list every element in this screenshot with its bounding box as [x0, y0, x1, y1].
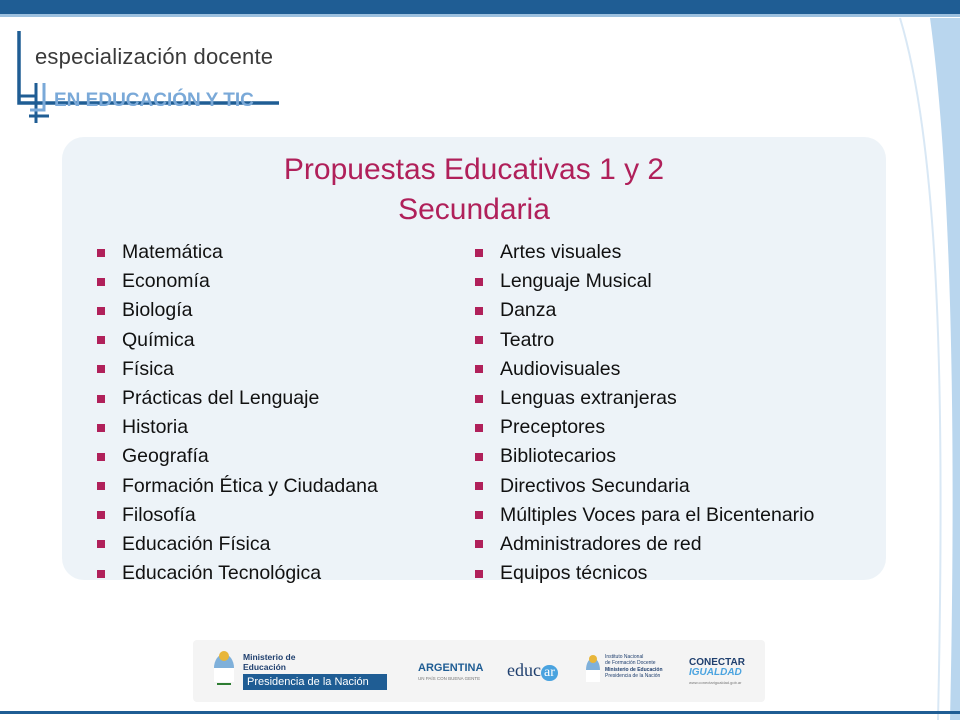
- list-item: Biología: [97, 296, 378, 325]
- square-bullet-icon: [475, 570, 483, 578]
- infod-line-3: Ministerio de Educación: [605, 666, 663, 673]
- list-item: Audiovisuales: [475, 355, 814, 384]
- list-item: Educación Tecnológica: [97, 559, 378, 588]
- educar-logo: educ ar: [507, 660, 558, 681]
- square-bullet-icon: [475, 278, 483, 286]
- list-item: Administradores de red: [475, 530, 814, 559]
- square-bullet-icon: [97, 424, 105, 432]
- top-bar: [0, 0, 960, 14]
- list-item: Historia: [97, 413, 378, 442]
- list-item: Artes visuales: [475, 238, 814, 267]
- square-bullet-icon: [97, 249, 105, 257]
- square-bullet-icon: [97, 482, 105, 490]
- logo-title: especialización docente: [35, 44, 274, 69]
- infod-line-4: Presidencia de la Nación: [605, 673, 661, 680]
- list-item: Directivos Secundaria: [475, 472, 814, 501]
- top-bar-line: [0, 14, 960, 17]
- coat-of-arms-icon: [585, 654, 601, 686]
- conectar-line-2: IGUALDAD: [689, 667, 742, 678]
- logo-mark: [14, 28, 294, 128]
- list-item: Física: [97, 355, 378, 384]
- list-item: Lenguas extranjeras: [475, 384, 814, 413]
- list-item: Educación Física: [97, 530, 378, 559]
- argentina-tagline: UN PAÍS CON BUENA GENTE: [418, 676, 481, 681]
- right-list: [475, 238, 814, 588]
- presidencia-label: Presidencia de la Nación: [243, 674, 387, 690]
- square-bullet-icon: [97, 336, 105, 344]
- square-bullet-icon: [97, 511, 105, 519]
- list-item: Lenguaje Musical: [475, 267, 814, 296]
- conectar-url: www.conectarigualdad.gob.ar: [689, 680, 742, 685]
- conectar-line-1: CONECTAR: [689, 657, 745, 668]
- argentina-logo: ARGENTINA: [418, 662, 484, 674]
- list-item: Danza: [475, 296, 814, 325]
- list-item: Equipos técnicos: [475, 559, 814, 588]
- square-bullet-icon: [97, 365, 105, 373]
- square-bullet-icon: [475, 365, 483, 373]
- square-bullet-icon: [97, 570, 105, 578]
- square-bullet-icon: [475, 424, 483, 432]
- list-item: Geografía: [97, 442, 378, 471]
- square-bullet-icon: [97, 307, 105, 315]
- infod-line-2: de Formación Docente: [605, 660, 656, 667]
- coat-of-arms-icon: [213, 650, 235, 690]
- list-item: Prácticas del Lenguaje: [97, 384, 378, 413]
- left-list: [97, 238, 378, 588]
- square-bullet-icon: [97, 278, 105, 286]
- list-item: Matemática: [97, 238, 378, 267]
- square-bullet-icon: [475, 453, 483, 461]
- list-item: Formación Ética y Ciudadana: [97, 472, 378, 501]
- title-line-1: Propuestas Educativas 1 y 2: [283, 153, 665, 186]
- list-item: Teatro: [475, 326, 814, 355]
- bottom-bar: [0, 711, 960, 714]
- square-bullet-icon: [97, 453, 105, 461]
- square-bullet-icon: [475, 540, 483, 548]
- footer-logos: [193, 640, 765, 702]
- square-bullet-icon: [475, 511, 483, 519]
- list-item: Química: [97, 326, 378, 355]
- square-bullet-icon: [475, 336, 483, 344]
- square-bullet-icon: [97, 540, 105, 548]
- list-item: Economía: [97, 267, 378, 296]
- square-bullet-icon: [475, 395, 483, 403]
- square-bullet-icon: [475, 482, 483, 490]
- list-item: Preceptores: [475, 413, 814, 442]
- square-bullet-icon: [475, 307, 483, 315]
- list-item: Múltiples Voces para el Bicentenario: [475, 501, 814, 530]
- list-item: Filosofía: [97, 501, 378, 530]
- page-title: [62, 150, 886, 230]
- square-bullet-icon: [97, 395, 105, 403]
- ministerio-line-1: Ministerio de: [243, 652, 296, 662]
- square-bullet-icon: [475, 249, 483, 257]
- ministerio-line-2: Educación: [243, 662, 286, 672]
- list-item: Bibliotecarios: [475, 442, 814, 471]
- infod-line-1: Instituto Nacional: [605, 654, 644, 660]
- logo-subtitle: EN EDUCACIÓN Y TIC: [54, 90, 254, 111]
- title-line-2: Secundaria: [398, 193, 550, 226]
